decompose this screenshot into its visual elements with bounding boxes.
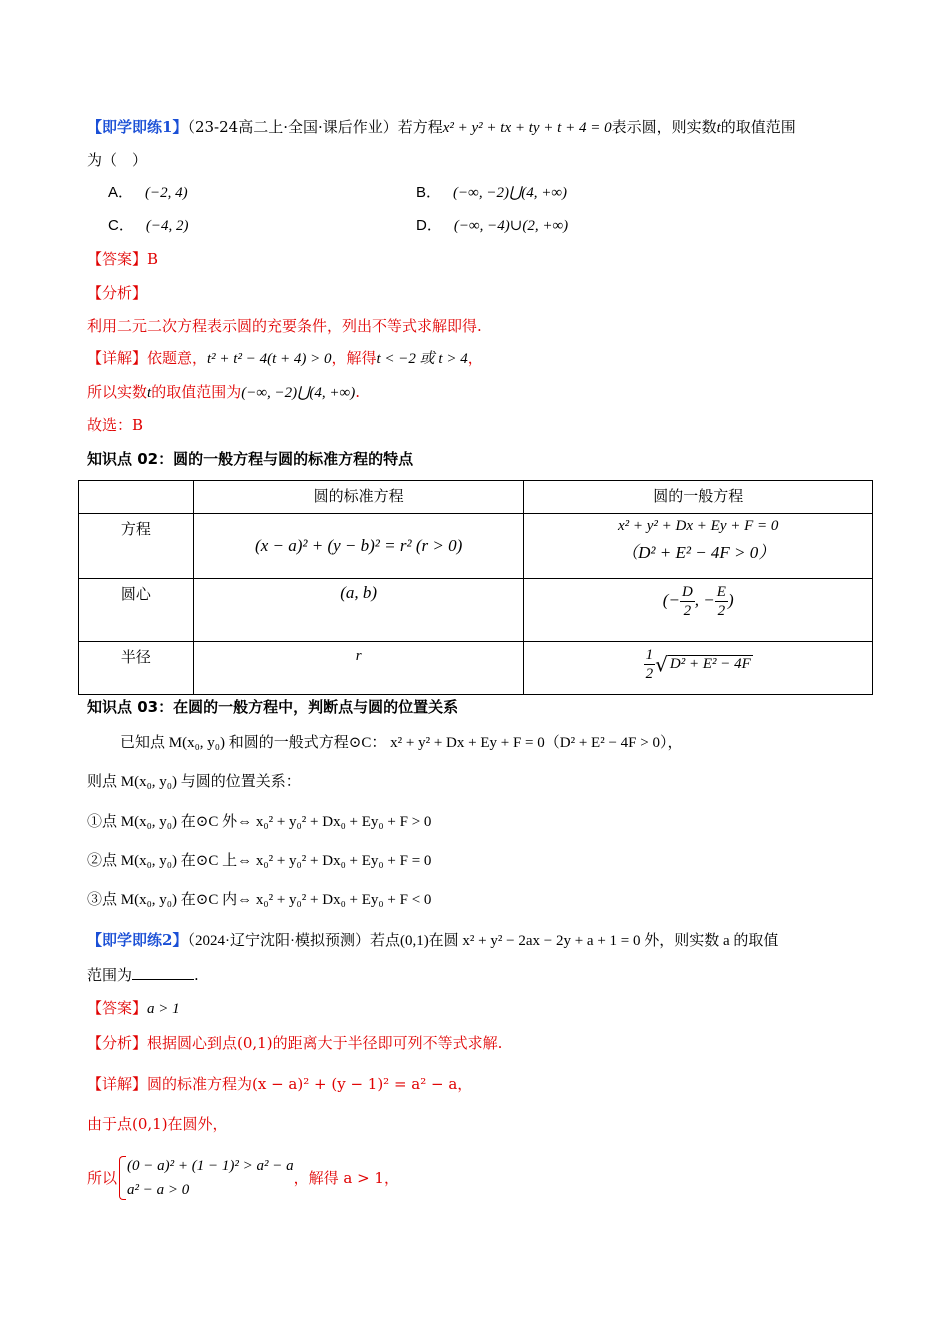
exercise-2-stem [87,929,778,952]
answer-blank [132,963,194,980]
option-d [416,214,568,237]
kp2-standard-equation-text: (x − a)² + (y − b)² = r² (r > 0) [255,536,463,555]
kp2-center-frac-d-num: D [681,584,693,600]
kp2-center-frac-d [680,583,695,620]
kp3-case-outside: ①点 M(x₀, y₀) 在⊙C 外⇔ x₀² + y₀² + Dx₀ + Ey₀ + F > 0 [87,814,432,830]
exercise-1-choice: 故选：B [87,416,144,434]
exercise-1-stem-line2: 为（ ） [87,151,148,169]
option-b-value: (−∞, −2)⋃(4, +∞) [453,185,568,201]
exercise-2-analysis-tag: 【分析】 [87,1034,148,1052]
option-b [416,181,567,204]
exercise-2-detail [87,1073,472,1095]
exercise-1-range-pre: 所以实数 [87,383,148,401]
exercise-2-line2: 由于点(0,1)在圆外， [87,1115,228,1133]
kp2-general-radius [524,642,873,695]
exercise-2-answer-value: a > 1 [147,1001,180,1017]
kp2-table [78,480,873,695]
exercise-1-range-mid: 的取值范围为 [151,383,242,401]
kp2-general-center [524,579,873,642]
exercise-1-var: t [716,120,721,136]
exercise-2-answer-tag: 【答案】 [87,999,148,1017]
exercise-1-source: （23-24高二上·全国·课后作业）若方程 [187,118,443,136]
kp2-standard-center [193,579,524,642]
kp2-center-open: (− [662,590,680,610]
option-d-value: (−∞, −4)∪(2, +∞) [453,218,569,234]
exercise-1-stem-tail2: 的取值范围 [720,118,796,136]
kp3-title: 知识点 03：在圆的一般方程中，判断点与圆的位置关系 [87,698,459,716]
kp2-radius-frac-num: 1 [645,647,654,663]
kp2-standard-equation [193,514,524,579]
kp2-general-equation [524,514,873,579]
option-a [108,181,188,204]
kp2-standard-radius-text: r [355,648,362,664]
exercise-2-detail-tag: 【详解】 [87,1075,148,1093]
exercise-2-system-row1: (0 − a)² + (1 − 1)² > a² − a [127,1158,294,1174]
kp2-header-general: 圆的一般方程 [524,481,873,514]
kp2-center-frac-e-den: 2 [717,603,726,619]
exercise-2-line3-post: ，解得 a > 1， [293,1169,399,1187]
kp2-header-blank [79,481,194,514]
kp2-row-equation [79,514,873,579]
exercise-2-analysis [87,1032,502,1054]
kp2-row-label: 方程 [79,514,194,579]
exercise-1-analysis: 利用二元二次方程表示圆的充要条件，列出不等式求解即得. [87,317,482,335]
exercise-1-answer: 【答案】B [87,250,159,268]
kp2-center-sep: , − [694,590,715,610]
exercise-2-line3 [87,1152,399,1203]
kp2-row-center [79,579,873,642]
kp3-intro-1: 已知点 M(x₀, y₀) 和圆的一般式方程⊙C： x² + y² + Dx + Ey + F = 0（D² + E² − 4F > 0）， [120,735,683,751]
exercise-1-detail [87,347,483,370]
exercise-2-stem-text: （2024·辽宁沈阳·模拟预测）若点(0,1)在圆 x² + y² − 2ax − 2y + a + 1 = 0 外，则实数 a 的取值 [187,933,779,949]
exercise-1-stem-tail: 表示圆，则实数 [611,118,717,136]
exercise-1-range-val: (−∞, −2)⋃(4, +∞) [241,385,356,401]
exercise-2-answer [87,997,180,1020]
exercise-2-stem-line2-text: 范围为 [87,966,133,984]
exercise-1-tag: 【即学即练1】 [87,118,188,136]
exercise-2-system-row2: a² − a > 0 [127,1182,190,1198]
option-a-letter: A． [108,184,134,201]
exercise-1-detail-eq: t² + t² − 4(t + 4) > 0 [207,351,332,367]
option-b-letter: B． [416,184,442,201]
exercise-2-analysis-text: 根据圆心到点(0,1)的距离大于半径即可列不等式求解. [147,1034,503,1052]
exercise-1-detail-mid: ，解得 [331,349,377,367]
option-c-value: (−4, 2) [145,218,189,234]
kp2-radius-root: D² + E² − 4F [669,656,751,672]
exercise-2-line3-pre: 所以 [87,1169,118,1187]
kp2-general-condition: （D² + E² − 4F > 0） [621,543,776,562]
exercise-1-detail-end: ， [467,349,483,367]
exercise-2-stem-end: . [194,966,199,984]
kp2-standard-center-text: (a, b) [340,583,378,602]
kp2-radius-frac-den: 2 [645,666,654,682]
exercise-2-tag: 【即学即练2】 [87,931,188,949]
exercise-1-detail-tag: 【详解】依题意， [87,349,208,367]
exercise-2-detail-text: 圆的标准方程为(x − a)² + (y − 1)² = a² − a， [147,1075,473,1093]
kp2-row-radius [79,642,873,695]
sqrt-icon: √ [655,652,668,677]
kp2-header-standard: 圆的标准方程 [193,481,524,514]
kp2-title: 知识点 02：圆的一般方程与圆的标准方程的特点 [87,450,414,468]
kp2-general-equation-text: x² + y² + Dx + Ey + F = 0 [618,518,779,534]
kp2-center-frac-e-num: E [716,584,726,600]
kp2-center-close: ) [727,590,734,610]
exercise-1-range [87,381,360,404]
kp2-radius-frac [644,646,656,683]
exercise-1-range-var: t [147,385,152,401]
exercise-1-stem [87,116,796,139]
option-d-letter: D． [416,217,442,234]
option-c [108,214,188,237]
kp2-row-label: 圆心 [79,579,194,642]
exercise-2-system [117,1154,294,1202]
exercise-1-detail-sol: t < −2 或 t > 4 [376,351,468,367]
exercise-2-stem-line2 [87,963,199,986]
kp2-header-row [79,481,873,514]
kp3-case-inside: ③点 M(x₀, y₀) 在⊙C 内⇔ x₀² + y₀² + Dx₀ + Ey₀ + F < 0 [87,892,432,908]
option-c-letter: C． [108,217,134,234]
kp2-center-frac-d-den: 2 [683,603,692,619]
kp2-row-label: 半径 [79,642,194,695]
exercise-1-analysis-tag: 【分析】 [87,284,148,302]
kp2-center-frac-e [715,583,728,620]
exercise-1-range-end: . [355,383,361,401]
exercise-1-equation: x² + y² + tx + ty + t + 4 = 0 [442,120,612,136]
option-a-value: (−2, 4) [145,185,188,201]
kp3-case-on: ②点 M(x₀, y₀) 在⊙C 上⇔ x₀² + y₀² + Dx₀ + Ey₀ + F = 0 [87,853,432,869]
kp2-standard-radius [193,642,524,695]
kp3-intro-2: 则点 M(x₀, y₀) 与圆的位置关系： [87,774,301,790]
